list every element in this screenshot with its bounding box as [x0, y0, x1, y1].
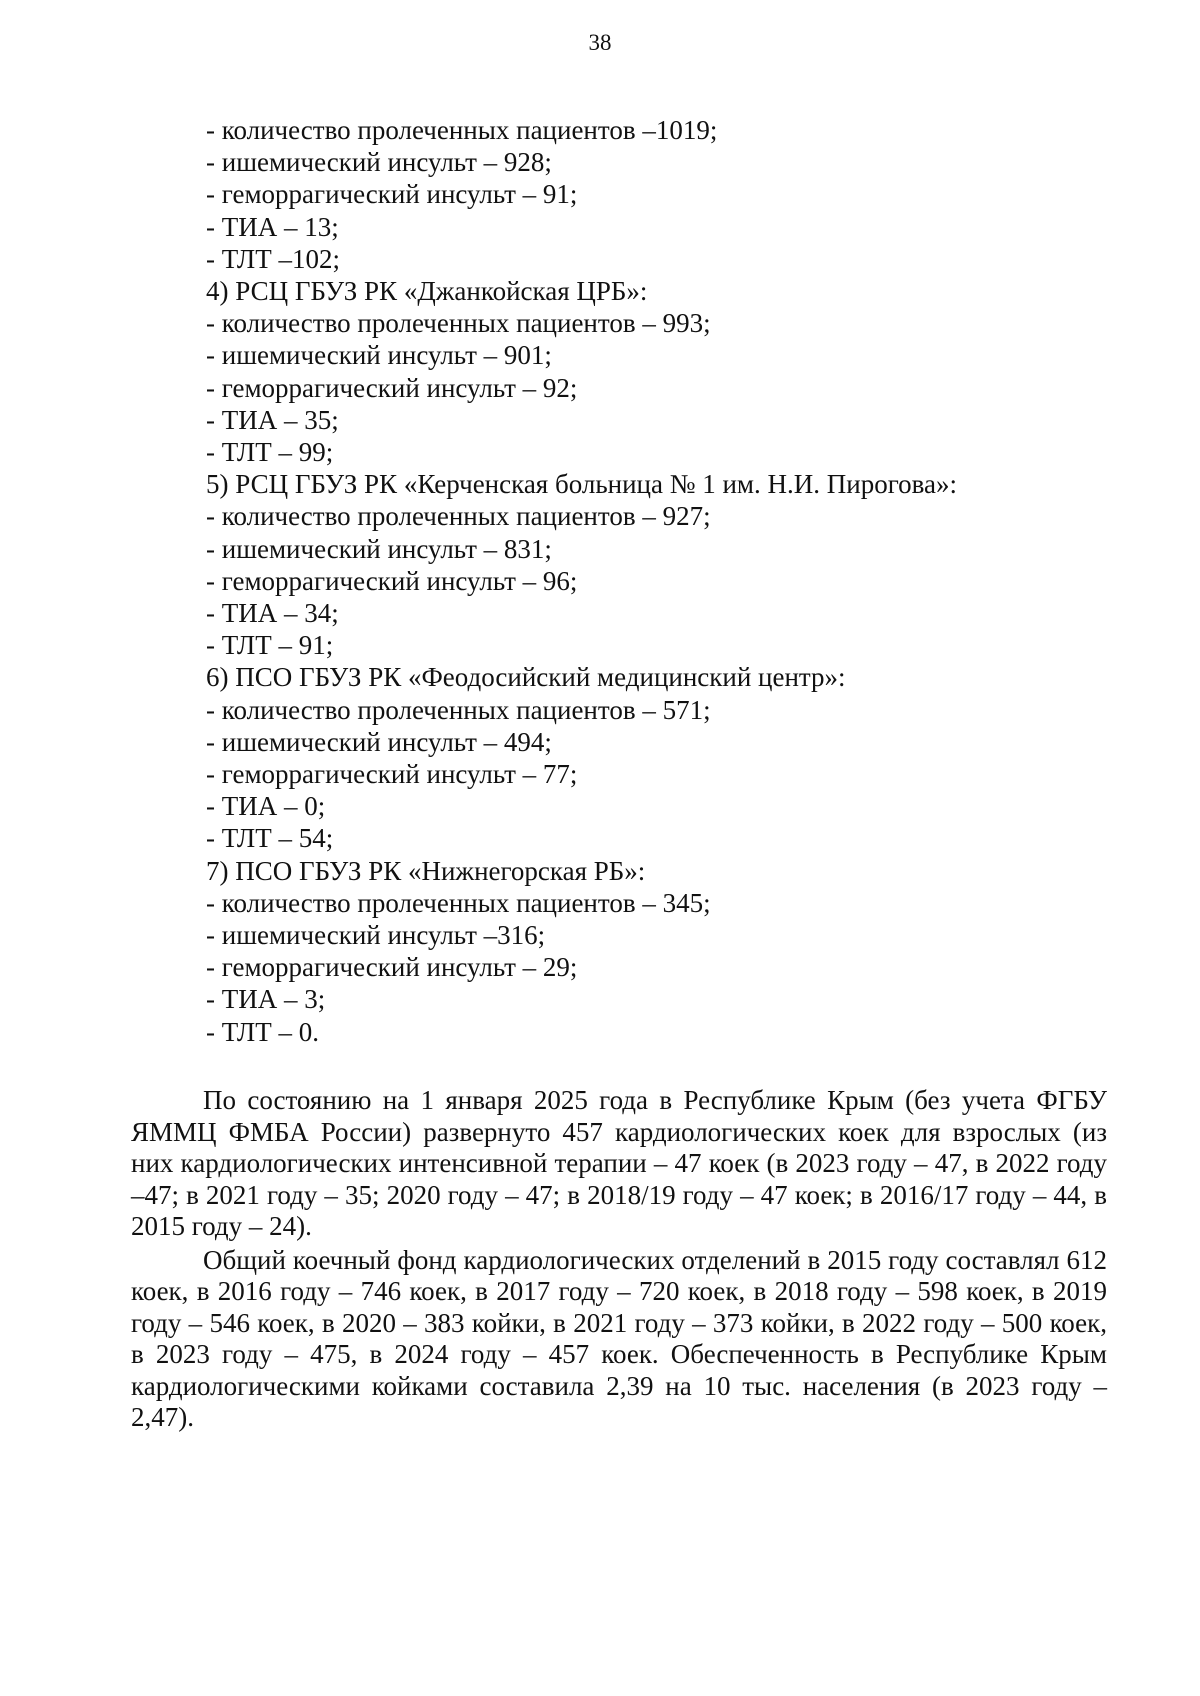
list-line: - ТЛТ – 54;: [206, 823, 334, 854]
list-line: - ТИА – 0;: [206, 791, 326, 822]
list-line: - ишемический инсульт – 928;: [206, 147, 552, 178]
list-line: - количество пролеченных пациентов – 993;: [206, 308, 711, 339]
paragraph-bed-fund: Общий коечный фонд кардиологических отделений в 2015 году составлял 612 коек, в 2016 году – 746 коек, в 2017 году – 720 коек, в 2018 году – 598 коек, в 2019 году – 546 коек, в 2020 – 383 койки, в 2021 году – 373 койки, в 2022 году – 500 коек, в 2023 году – 475, в 2024 году – 457 коек. Обеспеченность в Республике Крым кардиологическими койками составила 2,39 на 10 тыс. населения (в 2023 году – 2,47).: [131, 1244, 1107, 1432]
body-text: [131, 1085, 1107, 1434]
list-line: - геморрагический инсульт – 29;: [206, 952, 578, 983]
list-line: - ТИА – 3;: [206, 984, 326, 1015]
list-line: - ТИА – 34;: [206, 598, 339, 629]
section-heading: 4) РСЦ ГБУЗ РК «Джанкойская ЦРБ»:: [206, 276, 648, 307]
list-line: - количество пролеченных пациентов – 927;: [206, 501, 711, 532]
list-line: - ишемический инсульт – 831;: [206, 533, 552, 564]
list-line: - количество пролеченных пациентов –1019;: [206, 115, 718, 145]
list-line: - геморрагический инсульт – 92;: [206, 372, 578, 403]
list-line: - геморрагический инсульт – 91;: [206, 179, 578, 210]
list-line: - ишемический инсульт – 901;: [206, 340, 552, 371]
list-line: - ишемический инсульт –316;: [206, 920, 546, 951]
paragraph-beds-2025: По состоянию на 1 января 2025 года в Республике Крым (без учета ФГБУ ЯММЦ ФМБА России) развернуто 457 кардиологических коек для взрослых (из них кардиологических интенсивной терапии – 47 коек (в 2023 году – 47, в 2022 году –47; в 2021 году – 35; 2020 году – 47; в 2018/19 году – 47 коек; в 2016/17 году – 44, в 2015 году – 24).: [131, 1085, 1107, 1241]
list-line: - геморрагический инсульт – 96;: [206, 565, 578, 596]
list-line: - ТИА – 35;: [206, 404, 339, 435]
section-heading: 7) ПСО ГБУЗ РК «Нижнегорская РБ»:: [206, 855, 646, 886]
list-line: - ТЛТ – 0.: [206, 1016, 319, 1047]
stroke-center-statistics-list: [206, 114, 957, 1048]
list-line: - ТЛТ – 99;: [206, 437, 334, 468]
section-heading: 6) ПСО ГБУЗ РК «Феодосийский медицинский центр»:: [206, 662, 846, 693]
list-line: - ТИА – 13;: [206, 211, 339, 242]
page-number: 38: [588, 30, 612, 55]
list-line: - количество пролеченных пациентов – 345;: [206, 887, 711, 918]
list-line: - геморрагический инсульт – 77;: [206, 759, 578, 790]
list-line: - ТЛТ – 91;: [206, 630, 334, 661]
list-line: - ишемический инсульт – 494;: [206, 726, 552, 757]
section-heading: 5) РСЦ ГБУЗ РК «Керченская больница № 1 им. Н.И. Пирогова»:: [206, 469, 957, 500]
list-line: - ТЛТ –102;: [206, 243, 340, 274]
list-line: - количество пролеченных пациентов – 571;: [206, 694, 711, 725]
